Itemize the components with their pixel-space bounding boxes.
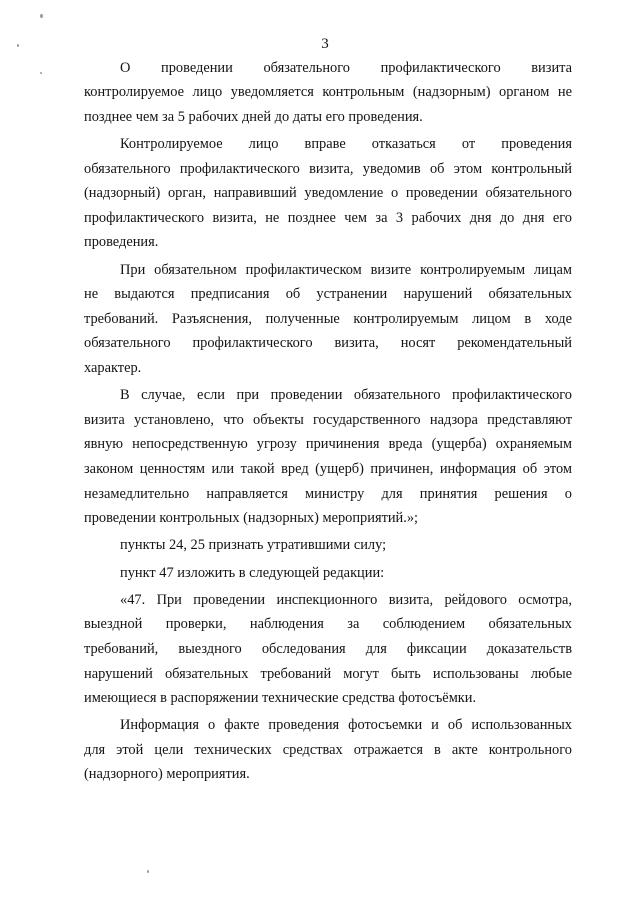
text-line: имеющиеся в распоряжении технические средства фотосъёмки. bbox=[84, 690, 477, 707]
text-line: профилактического визита, не позднее чем за 3 рабочих дня до дня его bbox=[84, 209, 572, 226]
paragraph bbox=[84, 588, 572, 711]
paragraph bbox=[84, 258, 572, 381]
text-line: незамедлительно направляется министру для принятия решения о bbox=[84, 485, 572, 502]
document-body bbox=[84, 56, 572, 787]
text-line: для этой цели технических средствах отражается в акте контрольного bbox=[84, 741, 572, 758]
text-line: визита установлено, что объекты государственного надзора представляют bbox=[84, 411, 572, 428]
scan-speck bbox=[147, 870, 149, 873]
text-line: Контролируемое лицо вправе отказаться от проведения bbox=[120, 136, 572, 153]
paragraph bbox=[84, 132, 572, 255]
text-line: «47. При проведении инспекционного визита, рейдового осмотра, bbox=[120, 591, 572, 608]
text-line: требований, выездного обследования для фиксации доказательств bbox=[84, 640, 572, 657]
text-line: явную непосредственную угрозу причинения вреда (ущерба) охраняемым bbox=[84, 436, 572, 453]
page-number: 3 bbox=[321, 36, 329, 52]
text-line: контролируемое лицо уведомляется контрольным (надзорным) органом не bbox=[84, 84, 572, 101]
text-line: (надзорный) орган, направивший уведомление о проведении обязательного bbox=[84, 185, 572, 202]
text-line: пункт 47 изложить в следующей редакции: bbox=[120, 564, 385, 581]
text-line: проведения. bbox=[84, 234, 159, 251]
paragraph bbox=[84, 56, 572, 130]
text-line: требований. Разъяснения, полученные контролируемым лицом в ходе bbox=[84, 310, 572, 327]
scan-speck bbox=[17, 44, 19, 47]
text-line: При обязательном профилактическом визите контролируемым лицам bbox=[120, 261, 572, 278]
text-line: О проведении обязательного профилактического визита bbox=[120, 59, 572, 76]
text-line: законом ценностям или такой вред (ущерб) причинен, информация об этом bbox=[84, 460, 572, 477]
text-line: характер. bbox=[84, 360, 142, 376]
text-line: нарушений обязательных требований могут быть использованы любые bbox=[84, 665, 572, 682]
text-line: позднее чем за 5 рабочих дней до даты его проведения. bbox=[84, 108, 423, 125]
scan-speck bbox=[40, 14, 43, 18]
paragraph bbox=[84, 533, 572, 558]
text-line: не выдаются предписания об устранении нарушений обязательных bbox=[84, 286, 572, 303]
text-line: Информация о факте проведения фотосъемки и об использованных bbox=[120, 717, 572, 734]
text-line: пункты 24, 25 признать утратившими силу; bbox=[120, 537, 387, 554]
text-line: проведении контрольных (надзорных) мероприятий.»; bbox=[84, 510, 419, 527]
text-line: обязательного профилактического визита, уведомив об этом контрольный bbox=[84, 160, 572, 177]
text-line: В случае, если при проведении обязательного профилактического bbox=[120, 387, 572, 404]
text-line: (надзорного) мероприятия. bbox=[84, 766, 250, 783]
text-line: выездной проверки, наблюдения за соблюдением обязательных bbox=[84, 616, 572, 633]
paragraph bbox=[84, 383, 572, 531]
paragraph bbox=[84, 561, 572, 586]
paragraph bbox=[84, 713, 572, 787]
text-line: обязательного профилактического визита, носят рекомендательный bbox=[84, 335, 572, 352]
scan-speck bbox=[40, 72, 42, 74]
